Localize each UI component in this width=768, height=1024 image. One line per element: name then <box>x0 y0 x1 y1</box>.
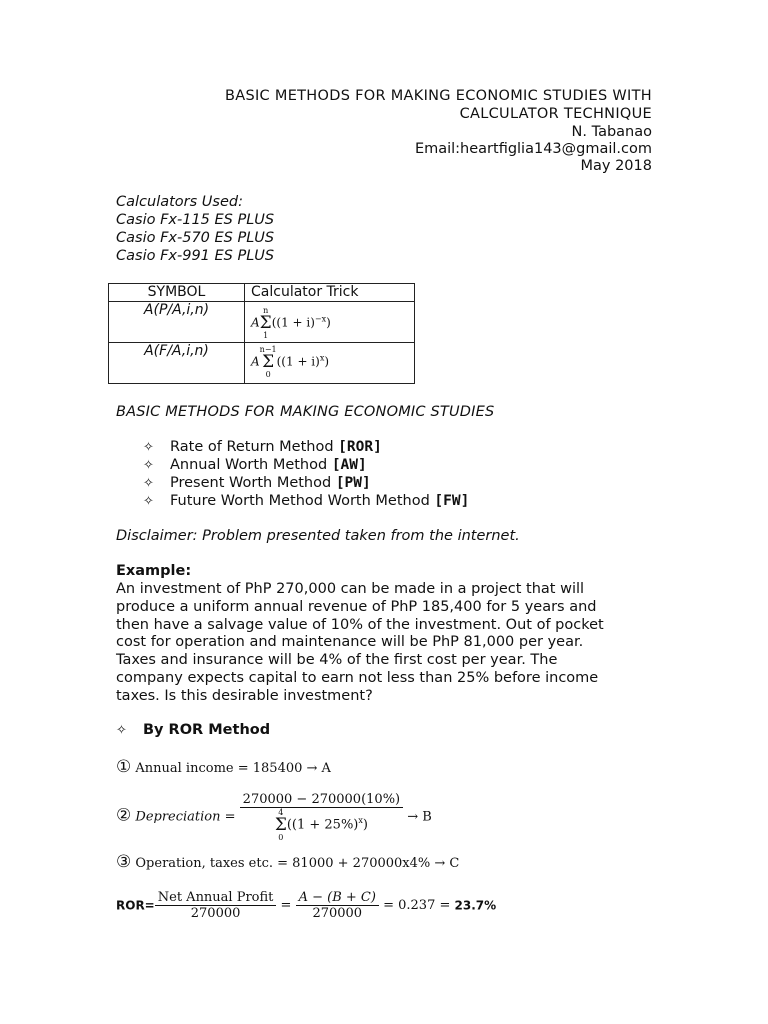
method-text: Present Worth Method <box>170 475 332 491</box>
method-code: [PW] <box>335 475 371 491</box>
table-row <box>109 343 415 384</box>
formula-exponent: −x <box>314 314 327 324</box>
methods-heading: BASIC METHODS FOR MAKING ECONOMIC STUDIES <box>116 404 495 420</box>
equals-sign: = <box>280 898 292 913</box>
summation-sign <box>275 808 287 842</box>
sum-upper: n <box>263 306 269 315</box>
example-heading: Example: <box>116 563 192 579</box>
author-email: Email:heartfiglia143@gmail.com <box>414 141 652 157</box>
star-bullet-icon: ✧ <box>143 440 154 455</box>
table-header-symbol: SYMBOL <box>109 284 245 302</box>
paragraph-line: produce a uniform annual revenue of PhP 185,400 for 5 years and <box>116 598 597 615</box>
fraction-denominator: 270000 <box>190 906 241 921</box>
step-number: ① <box>116 757 132 777</box>
list-item <box>143 457 367 473</box>
formula-a: A <box>251 315 260 330</box>
step-1-equation <box>116 757 331 777</box>
list-item <box>143 475 371 491</box>
ror-result: 23.7% <box>454 898 497 913</box>
step-number: ③ <box>116 852 132 872</box>
author-name: N. Tabanao <box>571 124 652 140</box>
denominator-expr: ((1 + 25%) <box>286 817 359 833</box>
formula-expr: ((1 + i) <box>276 354 320 369</box>
formula-cell <box>245 343 415 384</box>
list-item <box>143 493 469 509</box>
ror-equation <box>116 890 496 921</box>
ror-heading <box>116 722 270 738</box>
example-paragraph <box>116 581 656 706</box>
sum-lower: 1 <box>263 331 269 340</box>
calculator-item: Casio Fx-115 ES PLUS <box>116 212 275 228</box>
doc-date: May 2018 <box>580 158 652 174</box>
fraction-numerator: 270000 − 270000(10%) <box>240 792 403 808</box>
ror-label: ROR= <box>116 898 155 913</box>
method-text: Annual Worth Method <box>170 457 328 473</box>
paragraph-line: company expects capital to earn not less than 25% before income <box>116 669 599 686</box>
sum-symbol: Σ <box>274 815 287 835</box>
formula-a: A <box>251 354 260 369</box>
paragraph-line: then have a salvage value of 10% of the investment. Out of pocket <box>116 616 604 633</box>
step-3-equation <box>116 852 459 872</box>
fraction-denominator: 270000 <box>312 906 363 921</box>
depreciation-fraction <box>240 792 403 842</box>
formula-close: ) <box>326 315 331 330</box>
star-bullet-icon: ✧ <box>143 494 154 509</box>
paragraph-line: taxes. Is this desirable investment? <box>116 687 373 704</box>
step-number: ② <box>116 805 132 826</box>
formula-exponent: x <box>319 353 325 363</box>
step-label: Depreciation = <box>135 809 236 825</box>
ror-value: = 0.237 = <box>383 898 451 913</box>
step-2-equation <box>116 792 432 842</box>
symbol-cell: A(F/A,i,n) <box>109 343 245 384</box>
sum-symbol: Σ <box>259 313 272 333</box>
formula-expr: ((1 + i) <box>271 315 315 330</box>
doc-title-line2: CALCULATOR TECHNIQUE <box>459 106 652 122</box>
denominator-exponent: x <box>358 816 363 826</box>
paragraph-line: An investment of PhP 270,000 can be made in a project that will <box>116 581 585 597</box>
calculator-item: Casio Fx-991 ES PLUS <box>116 248 275 264</box>
step-text: Operation, taxes etc. = 81000 + 270000x4% → C <box>135 856 460 871</box>
star-bullet-icon: ✧ <box>143 458 154 473</box>
formula-close: ) <box>324 354 330 369</box>
calculator-item: Casio Fx-570 ES PLUS <box>116 230 275 246</box>
ror-fraction-1 <box>155 890 277 921</box>
step-text: Annual income = 185400 → A <box>135 761 331 776</box>
method-text: Rate of Return Method <box>170 439 334 455</box>
symbol-table <box>108 283 415 384</box>
disclaimer-text: Disclaimer: Problem presented taken from the internet. <box>116 528 520 544</box>
summation-sign <box>260 345 277 379</box>
method-text: Future Worth Method Worth Method <box>170 493 430 509</box>
sum-upper: n−1 <box>259 345 277 354</box>
sum-lower: 0 <box>265 370 271 379</box>
formula-cell <box>245 302 415 343</box>
symbol-cell: A(P/A,i,n) <box>109 302 245 343</box>
table-header-trick: Calculator Trick <box>245 284 415 302</box>
paragraph-line: Taxes and insurance will be 4% of the first cost per year. The <box>116 652 558 669</box>
star-bullet-icon: ✧ <box>143 476 154 491</box>
table-row <box>109 302 415 343</box>
summation-sign <box>260 306 272 340</box>
denominator-close: ) <box>362 817 368 833</box>
fraction-numerator: A − (B + C) <box>296 890 379 906</box>
sum-upper: 4 <box>278 808 284 817</box>
calculators-heading: Calculators Used: <box>116 194 243 210</box>
ror-heading-text: By ROR Method <box>143 722 271 738</box>
doc-title-line1: BASIC METHODS FOR MAKING ECONOMIC STUDIES WITH <box>225 88 652 104</box>
fraction-denominator <box>240 808 403 842</box>
sum-lower: 0 <box>278 833 284 842</box>
method-code: [FW] <box>434 493 470 509</box>
ror-fraction-2 <box>296 890 379 921</box>
sum-symbol: Σ <box>262 352 275 372</box>
method-code: [AW] <box>331 457 367 473</box>
step-result: → B <box>407 809 432 825</box>
fraction-numerator: Net Annual Profit <box>155 890 277 906</box>
paragraph-line: cost for operation and maintenance will be PhP 81,000 per year. <box>116 634 584 651</box>
star-bullet-icon: ✧ <box>116 723 127 738</box>
list-item <box>143 439 382 455</box>
method-code: [ROR] <box>338 439 382 455</box>
